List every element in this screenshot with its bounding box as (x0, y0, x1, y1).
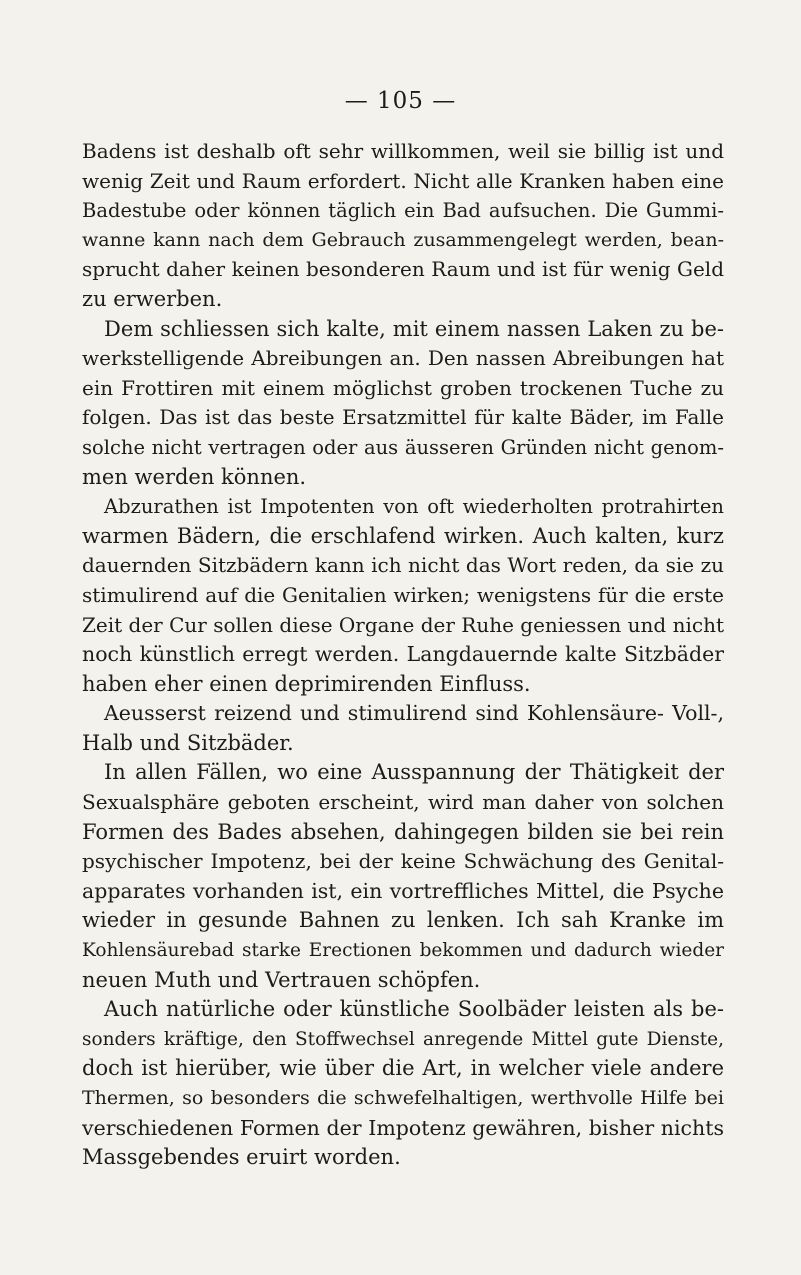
text-line: psychischer Impotenz, bei der keine Schwächung des Genital- (82, 849, 724, 874)
text-line: Sexualsphäre geboten erscheint, wird man daher von solchen (82, 790, 724, 815)
text-line: noch künstlich erregt werden. Langdauernde kalte Sitzbäder (82, 642, 724, 667)
text-line: neuen Muth und Vertrauen schöpfen. (82, 967, 481, 992)
body-text (82, 137, 724, 1173)
text-line: Halb und Sitzbäder. (82, 730, 294, 755)
text-line: Formen des Bades absehen, dahingegen bilden sie bei rein (82, 819, 724, 844)
text-line: haben eher einen deprimirenden Einfluss. (82, 671, 531, 696)
text-line: warmen Bädern, die erschlafend wirken. Auch kalten, kurz (82, 523, 724, 548)
text-line: wenig Zeit und Raum erfordert. Nicht alle Kranken haben eine (82, 168, 724, 193)
text-line: werkstelligende Abreibungen an. Den nassen Abreibungen hat (82, 346, 724, 371)
text-line: doch ist hierüber, wie über die Art, in welcher viele andere (82, 1056, 724, 1081)
text-line: stimulirend auf die Genitalien wirken; wenigstens für die erste (82, 582, 724, 607)
text-line: verschiedenen Formen der Impotenz gewähren, bisher nichts (82, 1115, 724, 1140)
text-line: sonders kräftige, den Stoffwechsel anregende Mittel gute Dienste, (82, 1028, 724, 1050)
page-number: — 105 — (344, 88, 457, 114)
text-line: Massgebendes eruirt worden. (82, 1145, 401, 1170)
text-line: Badens ist deshalb oft sehr willkommen, weil sie billig ist und (82, 139, 724, 163)
text-line: zu erwerben. (82, 286, 223, 311)
text-line: sprucht daher keinen besonderen Raum und ist für wenig Geld (82, 257, 724, 282)
text-line: wanne kann nach dem Gebrauch zusammengelegt werden, bean- (82, 228, 724, 251)
text-line: Auch natürliche oder künstliche Soolbäder leisten als be- (104, 997, 724, 1022)
text-line: Aeusserst reizend und stimulirend sind Kohlensäure- Voll-, (104, 701, 724, 726)
text-line: wieder in gesunde Bahnen zu lenken. Ich sah Kranke im (82, 908, 724, 933)
text-line: Thermen, so besonders die schwefelhaltigen, werthvolle Hilfe bei (82, 1087, 724, 1109)
text-line: In allen Fällen, wo eine Ausspannung der Thätigkeit der (104, 760, 724, 785)
text-line: ein Frottiren mit einem möglichst groben trockenen Tuche zu (82, 375, 724, 400)
text-line: Zeit der Cur sollen diese Organe der Ruhe geniessen und nicht (82, 612, 724, 637)
text-line: Badestube oder können täglich ein Bad aufsuchen. Die Gummi- (82, 199, 724, 223)
text-line: Dem schliessen sich kalte, mit einem nassen Laken zu be- (104, 316, 724, 341)
text-line: men werden können. (82, 464, 307, 489)
text-line: apparates vorhanden ist, ein vortreffliches Mittel, die Psyche (82, 878, 724, 903)
text-line: Abzurathen ist Impotenten von oft wiederholten protrahirten (104, 495, 724, 519)
text-line: solche nicht vertragen oder aus äusseren Gründen nicht genom- (82, 435, 724, 459)
text-line: dauernden Sitzbädern kann ich nicht das Wort reden, da sie zu (82, 553, 724, 578)
text-line: folgen. Das ist das beste Ersatzmittel für kalte Bäder, im Falle (82, 405, 724, 430)
text-line: Kohlensäurebad starke Erectionen bekommen und dadurch wieder (82, 940, 724, 962)
